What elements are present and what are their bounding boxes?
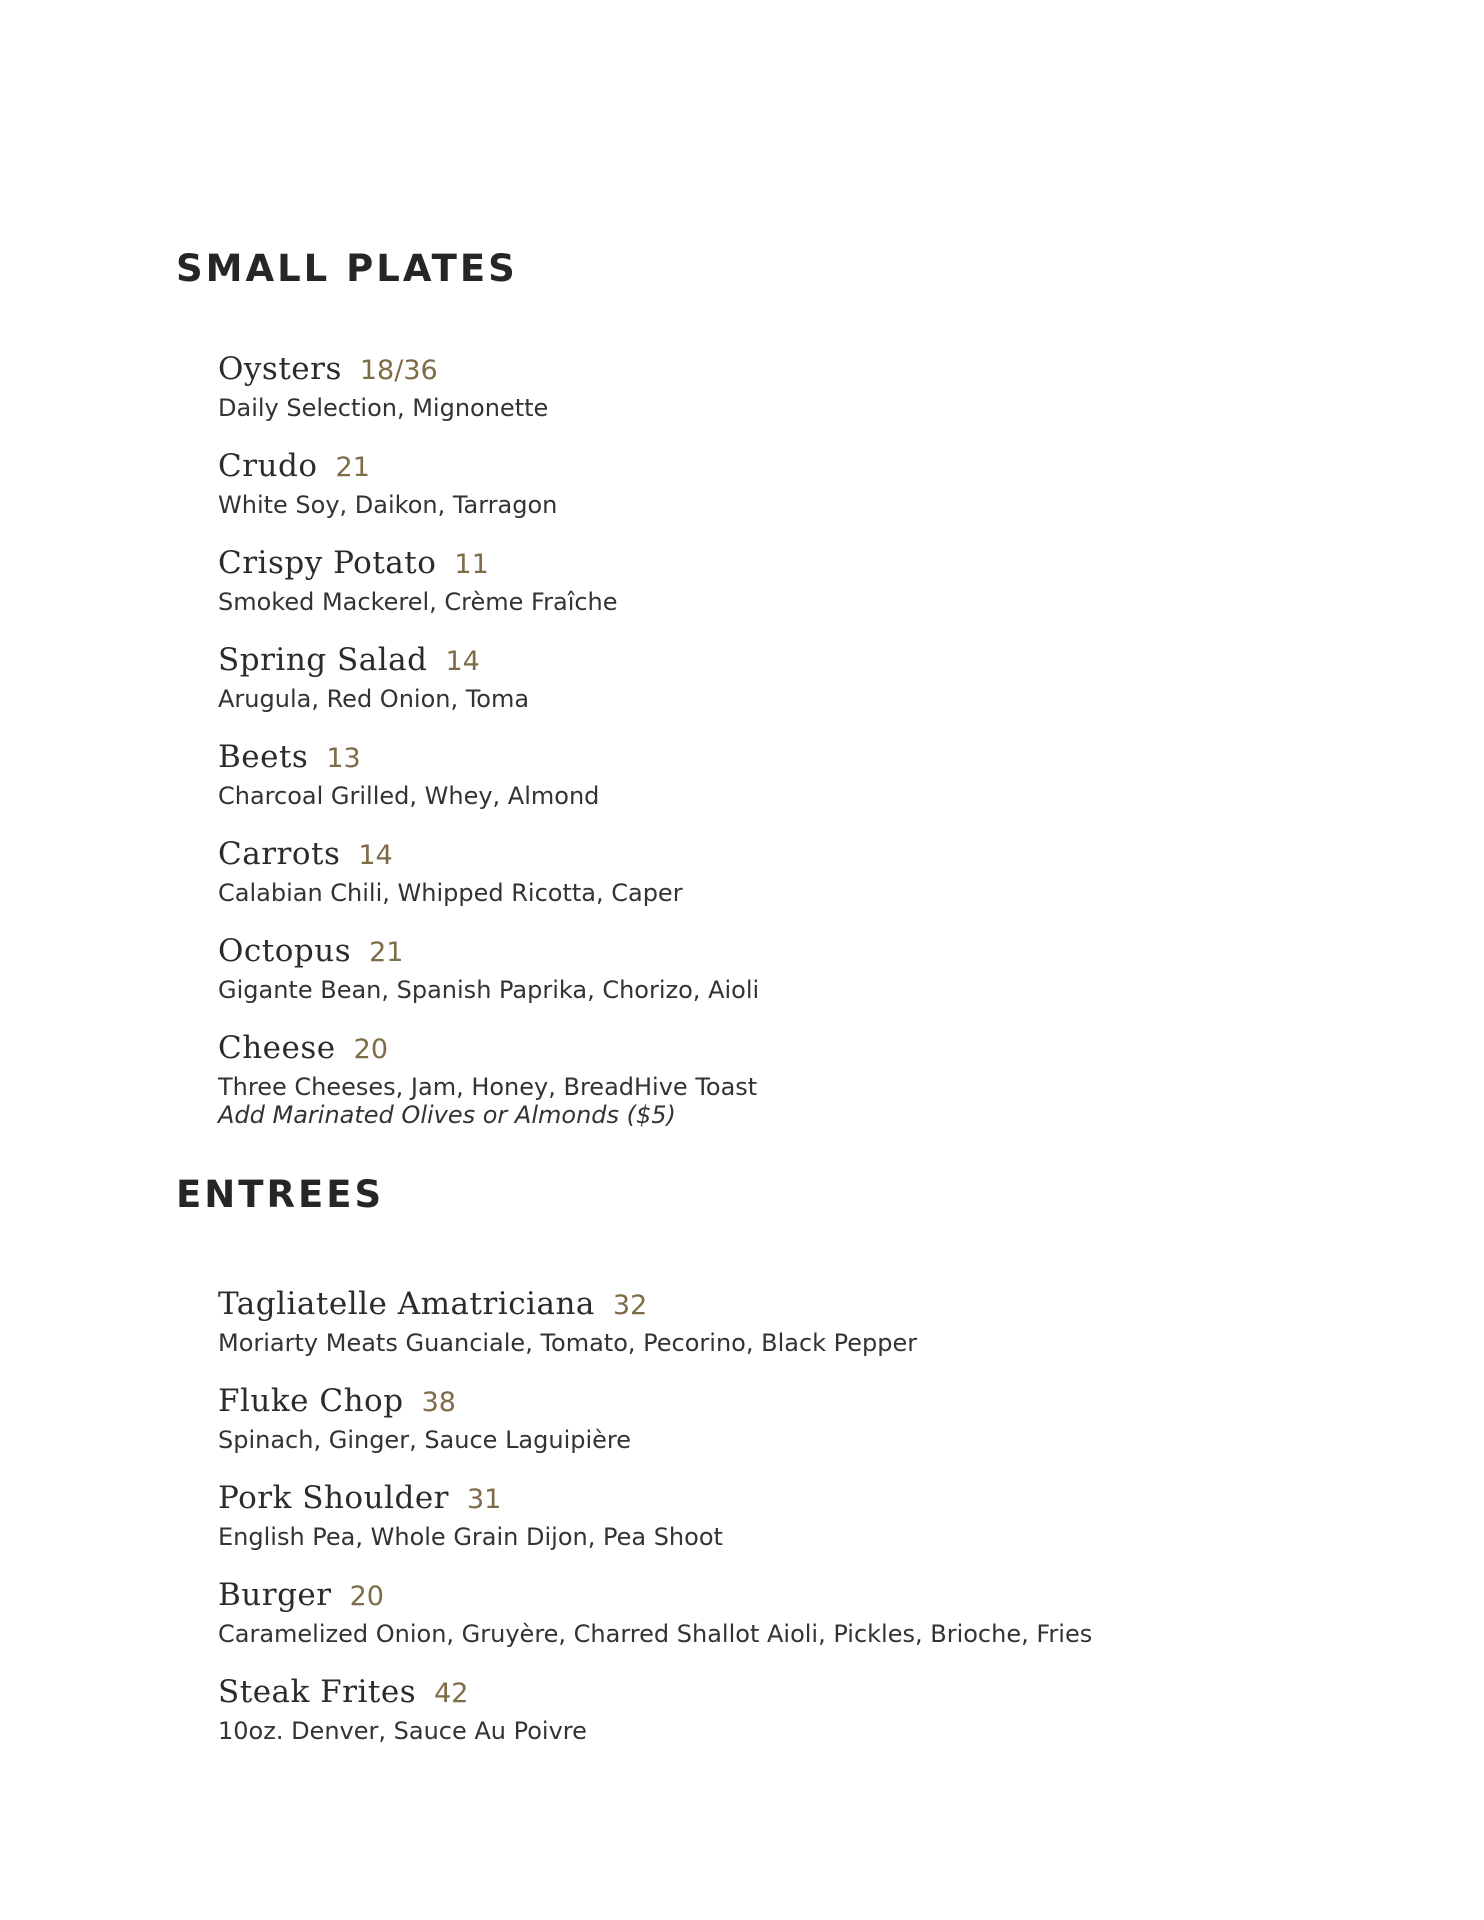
item-price: 21 xyxy=(335,452,370,483)
item-price: 14 xyxy=(358,840,393,871)
menu-item-fluke-chop xyxy=(218,1376,1092,1473)
item-name: Beets xyxy=(218,739,309,775)
item-price: 42 xyxy=(434,1678,469,1709)
item-name: Cheese xyxy=(218,1030,336,1066)
menu-item-steak-frites xyxy=(218,1667,1092,1764)
item-price: 20 xyxy=(349,1581,384,1612)
menu-item-spring-salad xyxy=(218,635,759,732)
item-description: Arugula, Red Onion, Toma xyxy=(218,685,530,713)
item-name: Crudo xyxy=(218,448,318,484)
item-price: 20 xyxy=(353,1034,388,1065)
item-description: White Soy, Daikon, Tarragon xyxy=(218,491,558,519)
item-price: 18/36 xyxy=(359,355,438,386)
item-name: Oysters xyxy=(218,351,342,387)
item-description: Daily Selection, Mignonette xyxy=(218,394,549,422)
item-description: Moriarty Meats Guanciale, Tomato, Pecorino, Black Pepper xyxy=(218,1329,918,1357)
item-name: Spring Salad xyxy=(218,642,428,678)
section-heading-entrees: ENTREES xyxy=(176,1173,385,1216)
menu-item-tagliatelle-amatriciana xyxy=(218,1279,1092,1376)
menu-item-oysters xyxy=(218,344,759,441)
item-name: Steak Frites xyxy=(218,1674,417,1710)
item-description: Charcoal Grilled, Whey, Almond xyxy=(218,782,600,810)
item-description: Spinach, Ginger, Sauce Laguipière xyxy=(218,1426,632,1454)
item-price: 31 xyxy=(466,1484,502,1515)
item-name: Tagliatelle Amatriciana xyxy=(218,1286,595,1322)
item-name: Octopus xyxy=(218,933,352,969)
menu-item-octopus xyxy=(218,926,759,1023)
item-price: 32 xyxy=(612,1290,648,1321)
menu-item-crispy-potato xyxy=(218,538,759,635)
item-description: Calabian Chili, Whipped Ricotta, Caper xyxy=(218,879,683,907)
item-note: Add Marinated Olives or Almonds ($5) xyxy=(218,1101,676,1129)
menu-item-cheese xyxy=(218,1023,759,1129)
item-name: Carrots xyxy=(218,836,341,872)
item-description: English Pea, Whole Grain Dijon, Pea Shoot xyxy=(218,1523,723,1551)
item-price: 13 xyxy=(326,743,361,774)
item-name: Pork Shoulder xyxy=(218,1480,449,1516)
item-price: 11 xyxy=(454,549,489,580)
item-price: 14 xyxy=(445,646,480,677)
item-name: Crispy Potato xyxy=(218,545,437,581)
item-price: 38 xyxy=(421,1387,456,1418)
item-description: Gigante Bean, Spanish Paprika, Chorizo, Aioli xyxy=(218,976,760,1004)
menu-item-crudo xyxy=(218,441,759,538)
item-name: Fluke Chop xyxy=(218,1383,404,1419)
item-description: Three Cheeses, Jam, Honey, BreadHive Toast xyxy=(218,1073,758,1101)
item-price: 21 xyxy=(369,937,404,968)
item-description: 10oz. Denver, Sauce Au Poivre xyxy=(218,1717,587,1745)
item-description: Caramelized Onion, Gruyère, Charred Shallot Aioli, Pickles, Brioche, Fries xyxy=(218,1620,1093,1648)
entrees-list xyxy=(218,1279,1092,1764)
menu-item-pork-shoulder xyxy=(218,1473,1092,1570)
menu-item-beets xyxy=(218,732,759,829)
menu-item-burger xyxy=(218,1570,1092,1667)
small-plates-list xyxy=(218,344,760,1129)
section-heading-small-plates: SMALL PLATES xyxy=(176,247,518,290)
menu-item-carrots xyxy=(218,829,759,926)
item-name: Burger xyxy=(218,1577,332,1613)
item-description: Smoked Mackerel, Crème Fraîche xyxy=(218,588,618,616)
